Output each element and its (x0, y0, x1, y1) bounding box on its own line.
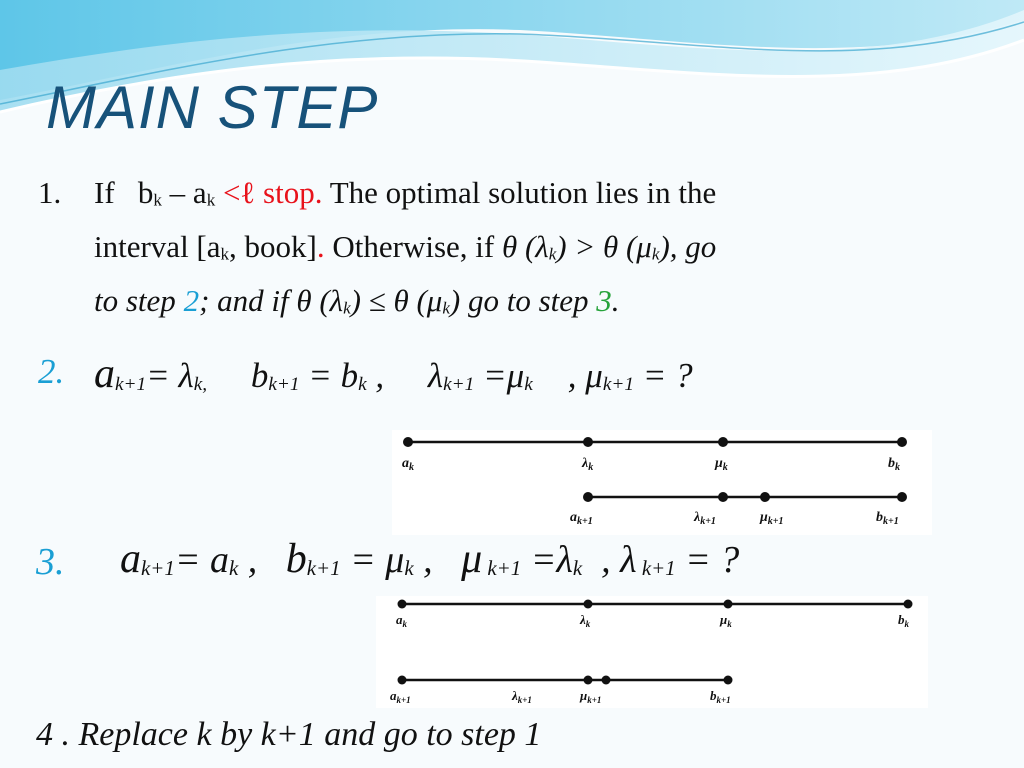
svg-text:μk+1: $\mu_{k+1}$ (760, 510, 784, 527)
step1-line2: interval [$a_k$, book]. Otherwise, if θ $(\lambda_k) > \theta$ $(\mu_k)$, go (94, 229, 717, 264)
interval-diagram-step3 (376, 596, 928, 708)
svg-text:μk+1: $\mu_{k+1}$ (580, 688, 602, 705)
svg-text:μk: $\mu_k$ (715, 456, 728, 473)
svg-text:bk: $b_k$ (898, 612, 909, 629)
svg-text:bk+1: $b_{k+1}$ (876, 510, 899, 527)
svg-text:λk: $\lambda_k$ (582, 456, 594, 473)
step2-number: 2. (38, 352, 65, 391)
point-a (398, 600, 407, 609)
point-mu (724, 600, 733, 609)
point-a (403, 437, 413, 447)
interval-diagram-step2 (392, 430, 932, 535)
point-lambda (583, 437, 593, 447)
step2-formula: $a_{k+1}= \lambda_{k,}$ $b_{k+1} = b_k$ , $\lambda_{k+1} =\mu_k$ , $\mu_{k+1}$ = ? (94, 351, 693, 397)
point-b (904, 600, 913, 609)
point-a-next (398, 676, 407, 685)
svg-text:λk: $\lambda_k$ (580, 612, 591, 629)
svg-text:ak: $a_k$ (396, 612, 407, 629)
point-b-next (724, 676, 733, 685)
step1-number: 1. (38, 175, 62, 210)
point-lambda-next (584, 676, 593, 685)
point-b (897, 437, 907, 447)
point-lambda-next (718, 492, 728, 502)
svg-text:λk+1: $\lambda_{k+1}$ (694, 510, 716, 527)
point-mu (718, 437, 728, 447)
svg-text:bk: $b_k$ (888, 456, 900, 473)
point-a-next (583, 492, 593, 502)
step1-line1: If $b_k - a_k$ <ℓ stop. The optimal solution lies in the (94, 175, 717, 210)
point-mu-next (760, 492, 770, 502)
svg-text:ak+1: $a_{k+1}$ (390, 688, 411, 705)
svg-text:μk: $\mu_k$ (720, 612, 732, 629)
svg-text:bk+1: $b_{k+1}$ (710, 688, 731, 705)
svg-text:λk+1: $\lambda_{k+1}$ (512, 688, 532, 705)
svg-text:ak+1: $a_{k+1}$ (570, 510, 593, 527)
point-mu-next (602, 676, 611, 685)
svg-text:ak: $a_k$ (402, 456, 414, 473)
point-lambda (584, 600, 593, 609)
step1-line3: to step 2; and if θ $(\lambda_k) \le \theta$ $(\mu_k)$ go to step 3. (94, 283, 620, 318)
step3-number: 3. (36, 541, 65, 583)
point-b-next (897, 492, 907, 502)
step3-formula: $a_{k+1}= a_k$ , $b_{k+1} = \mu_k$ , μ $_{k+1} =\lambda_k$ , λ $_{k+1}$ = ? (120, 536, 740, 582)
step4-text: 4 . Replace k by k+1 and go to step 1 (36, 716, 542, 753)
slide-title: MAIN STEP (46, 74, 379, 141)
